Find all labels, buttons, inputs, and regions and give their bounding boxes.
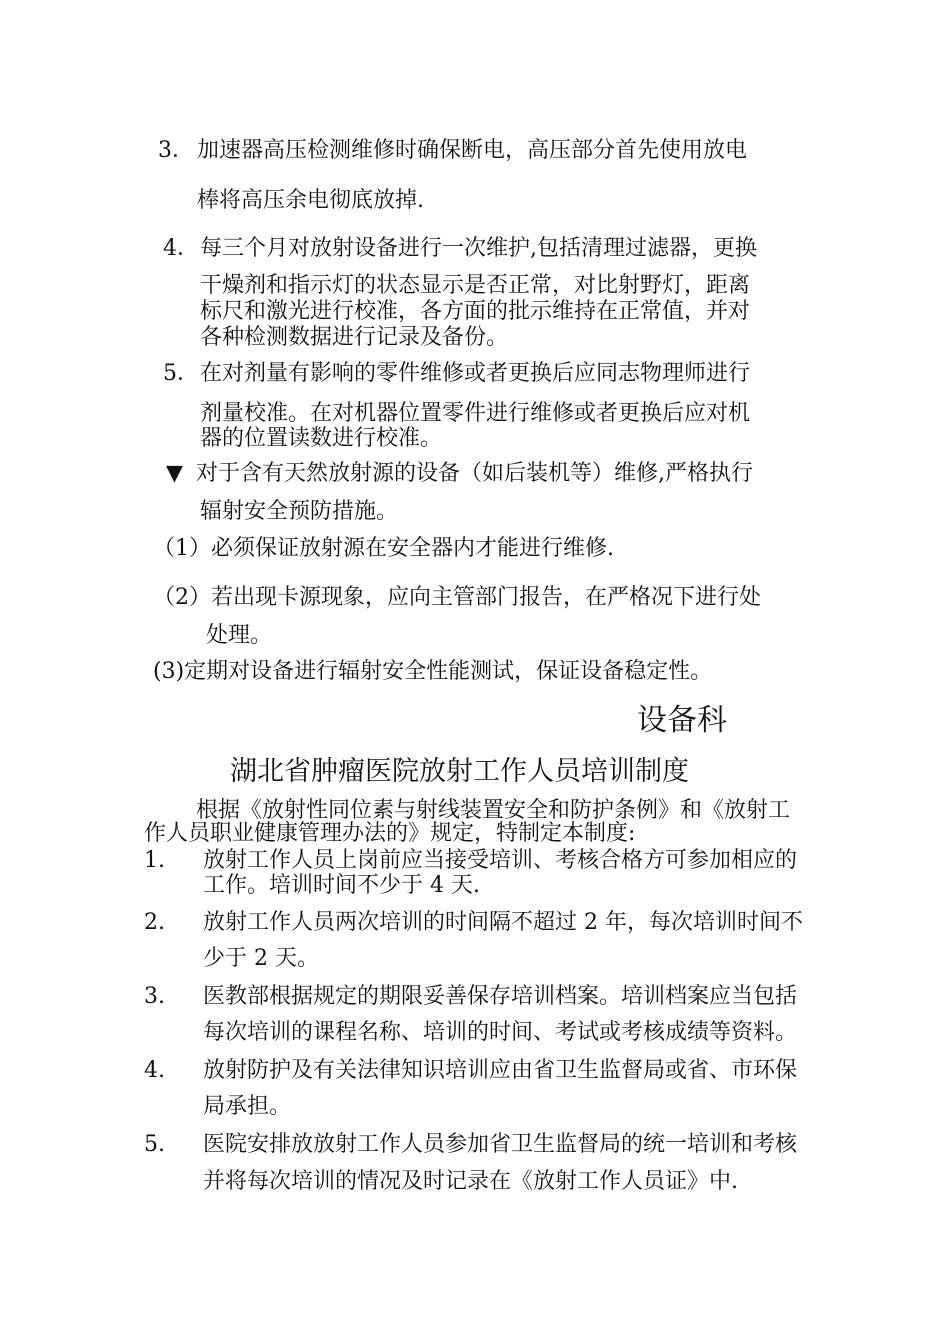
training-item-1-line-1: 放射工作人员上岗前应当接受培训、考核合格方可参加相应的 — [203, 848, 798, 873]
training-item-4-line-2: 局承担。 — [203, 1094, 292, 1119]
triangle-bullet-icon: ▼ — [166, 461, 183, 486]
sub-item-2-line-1: （2）若出现卡源现象，应向主管部门报告，在严格况下进行处 — [153, 585, 761, 610]
item-5-line-1: 在对剂量有影响的零件维修或者更换后应同志物理师进行 — [200, 361, 751, 386]
intro-line-2: 作人员职业健康管理办法的》规定，特制定本制度: — [144, 821, 636, 846]
item-3-line-2: 棒将高压余电彻底放掉. — [197, 188, 424, 213]
training-item-1-line-2: 工作。培训时间不少于 4 天. — [203, 873, 480, 898]
training-item-3-number: 3. — [144, 984, 165, 1009]
training-item-5-line-2: 并将每次培训的情况及时记录在《放射工作人员证》中. — [203, 1169, 738, 1194]
item-4-line-3: 标尺和激光进行校准，各方面的批示维持在正常值，并对 — [200, 299, 751, 324]
training-item-5-line-1: 医院安排放放射工作人员参加省卫生监督局的统一培训和考核 — [203, 1132, 798, 1157]
training-item-1-number: 1. — [144, 848, 165, 873]
sub-item-3: (3)定期对设备进行辐射安全性能测试，保证设备稳定性。 — [153, 659, 713, 684]
item-3-number: 3． — [158, 138, 194, 163]
item-4-line-4: 各种检测数据进行记录及备份。 — [200, 325, 509, 350]
item-3-line-1: 加速器高压检测维修时确保断电，高压部分首先使用放电 — [197, 138, 748, 163]
training-item-5-number: 5. — [144, 1132, 165, 1157]
training-item-3-line-1: 医教部根据规定的期限妥善保存培训档案。培训档案应当包括 — [203, 984, 798, 1009]
item-5-number: 5． — [163, 361, 199, 386]
department-signature: 设备科 — [637, 703, 727, 738]
bullet-line-1: 对于含有天然放射源的设备（如后装机等）维修,严格执行 — [196, 461, 753, 486]
training-item-4-number: 4. — [144, 1058, 165, 1083]
training-title: 湖北省肿瘤医院放射工作人员培训制度 — [230, 756, 689, 787]
training-item-4-line-1: 放射防护及有关法律知识培训应由省卫生监督局或省、市环保 — [203, 1058, 798, 1083]
bullet-line-2: 辐射安全预防措施。 — [200, 499, 399, 524]
training-item-2-number: 2. — [144, 910, 165, 935]
item-5-line-3: 器的位置读数进行校准。 — [200, 426, 443, 451]
training-item-2-line-1: 放射工作人员两次培训的时间隔不超过 2 年，每次培训时间不 — [203, 910, 803, 935]
item-4-number: 4． — [163, 236, 199, 261]
training-item-2-line-2: 少于 2 天。 — [203, 946, 319, 971]
sub-item-2-line-2: 处理。 — [206, 623, 273, 648]
item-4-line-2: 干燥剂和指示灯的状态显示是否正常，对比射野灯，距离 — [200, 273, 751, 298]
sub-item-1: （1）必须保证放射源在安全器内才能进行维修. — [153, 536, 614, 561]
training-item-3-line-2: 每次培训的课程名称、培训的时间、考试或考核成绩等资料。 — [203, 1020, 798, 1045]
intro-line-1: 根据《放射性同位素与射线装置安全和防护条例》和《放射工 — [196, 798, 791, 823]
item-4-line-1: 每三个月对放射设备进行一次维护,包括清理过滤器，更换 — [200, 236, 757, 261]
item-5-line-2: 剂量校准。在对机器位置零件进行维修或者更换后应对机 — [200, 401, 751, 426]
